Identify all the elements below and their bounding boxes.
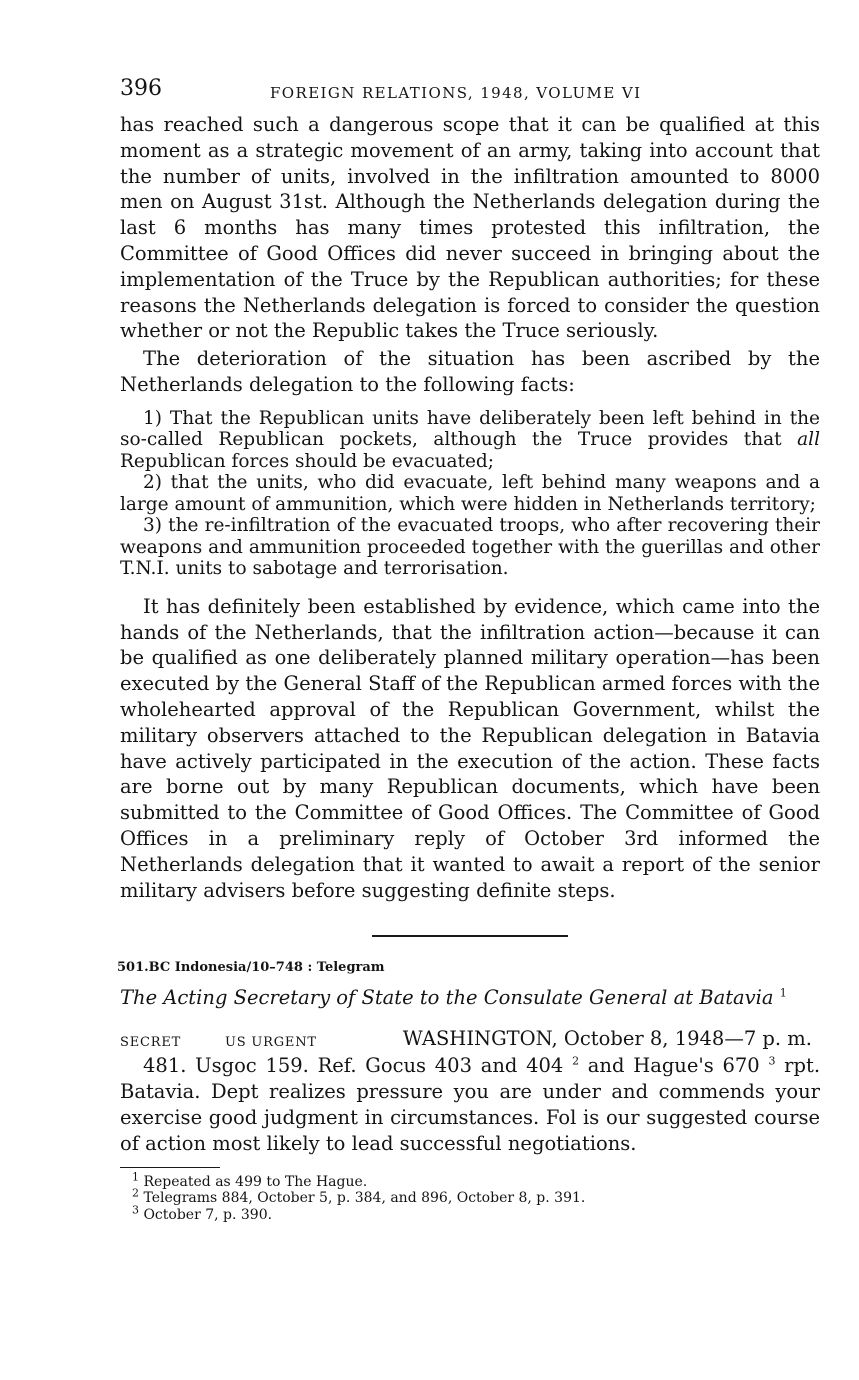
telegram-text: 481. Usgoc 159. Ref. Gocus 403 and 404 $^2$ and Hague's 670 $^3$ rpt. Batavia. Dept realizes pressure you are under and commends your exercise good judgment in circumstances. Fol is our suggested course of action most likely to lead successful negotiations. — [120, 1054, 821, 1155]
running-head: FOREIGN RELATIONS, 1948, VOLUME VI — [270, 84, 642, 102]
urgency-marking: US URGENT — [225, 1035, 317, 1051]
document-title: The Acting Secretary of State to the Consulate General at Batavia $^1$ — [120, 986, 787, 1010]
footnote-separator — [120, 1167, 220, 1168]
list-item-2: 2) that the units, who did evacuate, left behind many weapons and a large amount of ammunition, which were hidden in Netherlands territory; — [120, 472, 820, 515]
footnote-ref-3: 3 — [768, 1054, 776, 1068]
classification-marking: SECRET — [120, 1035, 182, 1051]
facts-list — [120, 408, 820, 580]
section-divider — [372, 935, 568, 937]
footnote-2: $^2$ Telegrams 884, October 5, p. 384, and 896, October 8, p. 391. — [132, 1186, 586, 1207]
emphasis-all: all — [797, 429, 820, 451]
place-and-date: WASHINGTON, October 8, 1948—7 p. m. — [402, 1027, 812, 1051]
dateline — [120, 1027, 820, 1053]
list-item-1: 1) That the Republican units have deliberately been left behind in the so-called Republican pockets, although the Truce provides that all Republican forces should be evacuated; — [120, 407, 820, 472]
file-reference: 501.BC Indonesia/10–748 : Telegram — [117, 960, 385, 976]
document-page — [117, 76, 821, 1223]
footnote-1: $^1$ Repeated as 499 to The Hague. — [132, 1169, 368, 1190]
paragraph-continued: has reached such a dangerous scope that it can be qualified at this moment as a strategic movement of an army, taking into account that the number of units, involved in the infiltration amounted to 8000 men on August 31st. Although the Netherlands delegation during the last 6 months has many times protested this infiltration, the Committee of Good Offices did never succeed in bringing about the implementation of the Truce by the Republican authorities; for these reasons the Netherlands delegation is forced to consider the question whether or not the Republic takes the Truce seriously. — [120, 113, 820, 343]
list-item-3: 3) the re-infiltration of the evacuated troops, who after recovering their weapons and ammunition proceeded together with the guerillas and other T.N.I. units to sabotage and terrorisation. — [120, 515, 820, 580]
footnote-ref-2: 2 — [572, 1054, 580, 1068]
paragraph-deterioration: The deterioration of the situation has been ascribed by the Netherlands delegation to the following facts: — [120, 347, 820, 396]
paragraph-evidence: It has definitely been established by evidence, which came into the hands of the Netherlands, that the infiltration action—because it can be qualified as one deliberately planned military operation—has been executed by the General Staff of the Republican armed forces with the wholehearted approval of the Republican Government, whilst the military observers attached to the Republican delegation in Batavia have actively participated in the execution of the action. These facts are borne out by many Republican documents, which have been submitted to the Committee of Good Offices. The Committee of Good Offices in a preliminary reply of October 3rd informed the Netherlands delegation that it wanted to await a report of the senior military advisers before suggesting definite steps. — [120, 594, 820, 902]
footnote-3: $^3$ October 7, p. 390. — [132, 1202, 273, 1223]
footnote-ref-1: 1 — [779, 986, 787, 1000]
page-header — [120, 76, 820, 112]
page-number: 396 — [120, 76, 162, 101]
